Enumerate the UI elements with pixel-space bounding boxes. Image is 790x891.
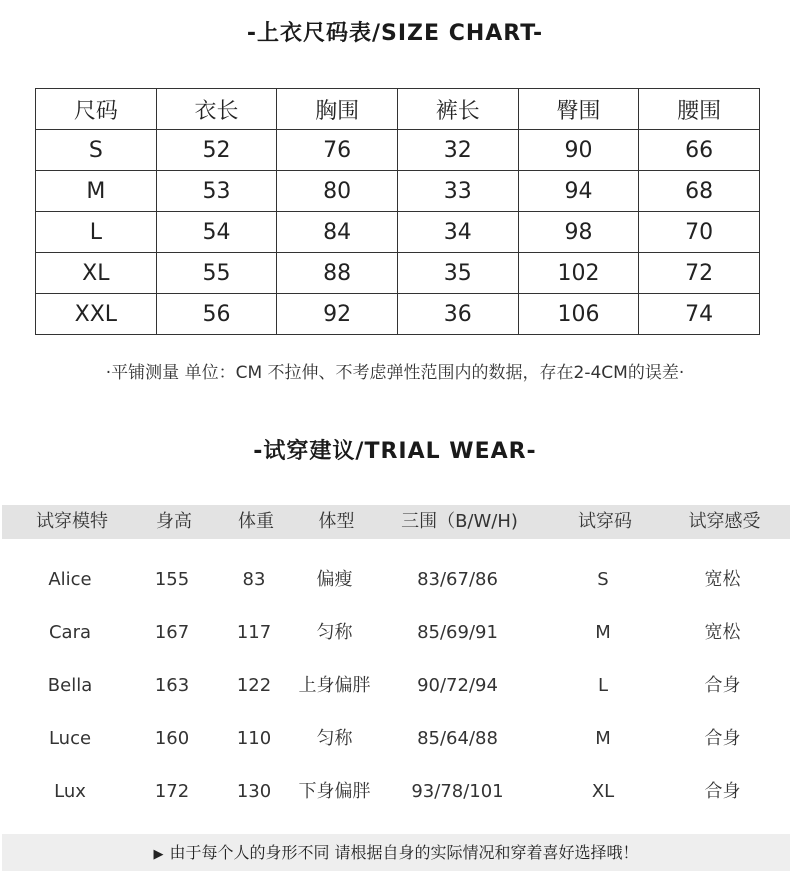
trial-wear-list [0, 563, 790, 828]
trial-wear-cell: 130 [236, 781, 272, 802]
size-chart-header-cell: 裤长 [397, 89, 518, 130]
size-chart-header-cell: 尺码 [36, 89, 157, 130]
trial-wear-cell: Lux [54, 781, 86, 802]
trial-wear-cell: 上身偏胖 [298, 675, 371, 696]
size-chart-header-row [36, 89, 760, 130]
size-chart-cell: 98 [518, 212, 639, 253]
trial-wear-cell: 83/67/86 [417, 569, 498, 590]
trial-wear-cell: 117 [236, 622, 272, 643]
trial-wear-cell: 宽松 [704, 622, 741, 643]
size-chart-cell: 88 [277, 253, 398, 294]
trial-wear-cell: M [595, 622, 611, 643]
trial-wear-cell: 合身 [704, 728, 741, 749]
size-chart-cell: XXL [36, 294, 157, 335]
size-chart-cell: 94 [518, 171, 639, 212]
trial-wear-row [0, 563, 790, 616]
size-chart-cell: 33 [397, 171, 518, 212]
size-chart-cell: 76 [277, 130, 398, 171]
trial-wear-cell: Cara [48, 622, 92, 643]
trial-wear-row [0, 722, 790, 775]
trial-wear-cell: 85/69/91 [417, 622, 498, 643]
trial-wear-header-cell: 试穿感受 [688, 511, 761, 532]
size-chart-table [35, 88, 760, 335]
trial-wear-cell: 匀称 [316, 728, 353, 749]
size-chart-header-cell: 胸围 [277, 89, 398, 130]
trial-wear-cell: S [597, 569, 609, 590]
size-chart-cell: 92 [277, 294, 398, 335]
size-chart-title: -上衣尺码表/SIZE CHART- [246, 21, 544, 46]
size-chart-cell: 72 [639, 253, 760, 294]
size-chart-header-cell: 腰围 [639, 89, 760, 130]
footer-text: 由于每个人的身形不同 请根据自身的实际情况和穿着喜好选择哦！ [169, 843, 639, 862]
size-chart-cell: L [36, 212, 157, 253]
trial-wear-row [0, 616, 790, 669]
trial-wear-header-cell: 身高 [156, 511, 192, 532]
size-chart-cell: 68 [639, 171, 760, 212]
footer-tip [2, 834, 790, 871]
trial-wear-cell: M [595, 728, 611, 749]
size-chart-cell: 36 [397, 294, 518, 335]
trial-wear-cell: 110 [236, 728, 272, 749]
size-chart-cell: M [36, 171, 157, 212]
size-chart-header-cell: 衣长 [156, 89, 277, 130]
size-chart-cell: S [36, 130, 157, 171]
trial-wear-cell: 167 [154, 622, 190, 643]
trial-wear-cell: 合身 [704, 675, 741, 696]
trial-wear-cell: 90/72/94 [417, 675, 498, 696]
size-chart-row [36, 212, 760, 253]
size-chart-cell: 90 [518, 130, 639, 171]
size-chart-row [36, 253, 760, 294]
trial-wear-cell: 匀称 [316, 622, 353, 643]
size-chart-row [36, 294, 760, 335]
size-chart-cell: 84 [277, 212, 398, 253]
trial-wear-cell: 下身偏胖 [298, 781, 371, 802]
size-chart-cell: 55 [156, 253, 277, 294]
size-chart-cell: 32 [397, 130, 518, 171]
size-chart-cell: 56 [156, 294, 277, 335]
size-chart-cell: 74 [639, 294, 760, 335]
size-chart-cell: 54 [156, 212, 277, 253]
size-chart-cell: XL [36, 253, 157, 294]
measurement-note: ·平铺测量 单位：CM 不拉伸、不考虑弹性范围内的数据，存在2-4CM的误差· [105, 363, 685, 383]
trial-wear-header [2, 505, 790, 539]
trial-wear-cell: L [597, 675, 609, 696]
size-chart-header-cell: 臀围 [518, 89, 639, 130]
trial-wear-cell: Alice [48, 569, 92, 590]
size-chart-cell: 53 [156, 171, 277, 212]
trial-wear-cell: XL [591, 781, 615, 802]
trial-wear-cell: Luce [48, 728, 92, 749]
size-chart-cell: 52 [156, 130, 277, 171]
size-chart-cell: 102 [518, 253, 639, 294]
trial-wear-cell: 155 [154, 569, 190, 590]
size-chart-cell: 34 [397, 212, 518, 253]
size-chart-cell: 70 [639, 212, 760, 253]
trial-wear-row [0, 669, 790, 722]
trial-wear-cell: 122 [236, 675, 272, 696]
trial-wear-cell: Bella [47, 675, 93, 696]
size-chart-row [36, 130, 760, 171]
trial-wear-cell: 85/64/88 [417, 728, 498, 749]
trial-wear-header-cell: 体重 [238, 511, 274, 532]
trial-wear-cell: 宽松 [704, 569, 741, 590]
trial-wear-cell: 163 [154, 675, 190, 696]
trial-wear-header-cell: 三围（B/W/H) [401, 511, 518, 532]
trial-wear-cell: 83 [242, 569, 266, 590]
trial-wear-header-cell: 体型 [318, 511, 355, 532]
size-chart-cell: 80 [277, 171, 398, 212]
size-chart-cell: 106 [518, 294, 639, 335]
trial-wear-cell: 93/78/101 [411, 781, 504, 802]
trial-wear-cell: 合身 [704, 781, 741, 802]
trial-wear-cell: 160 [154, 728, 190, 749]
trial-wear-cell: 172 [154, 781, 190, 802]
trial-wear-cell: 偏瘦 [316, 569, 353, 590]
play-arrow-icon: ▶ [153, 847, 164, 862]
size-chart-cell: 66 [639, 130, 760, 171]
trial-wear-title: -试穿建议/TRIAL WEAR- [253, 439, 537, 464]
size-chart-row [36, 171, 760, 212]
trial-wear-header-cell: 试穿模特 [36, 511, 108, 532]
trial-wear-header-cell: 试穿码 [578, 511, 632, 532]
size-chart-cell: 35 [397, 253, 518, 294]
trial-wear-row [0, 775, 790, 828]
